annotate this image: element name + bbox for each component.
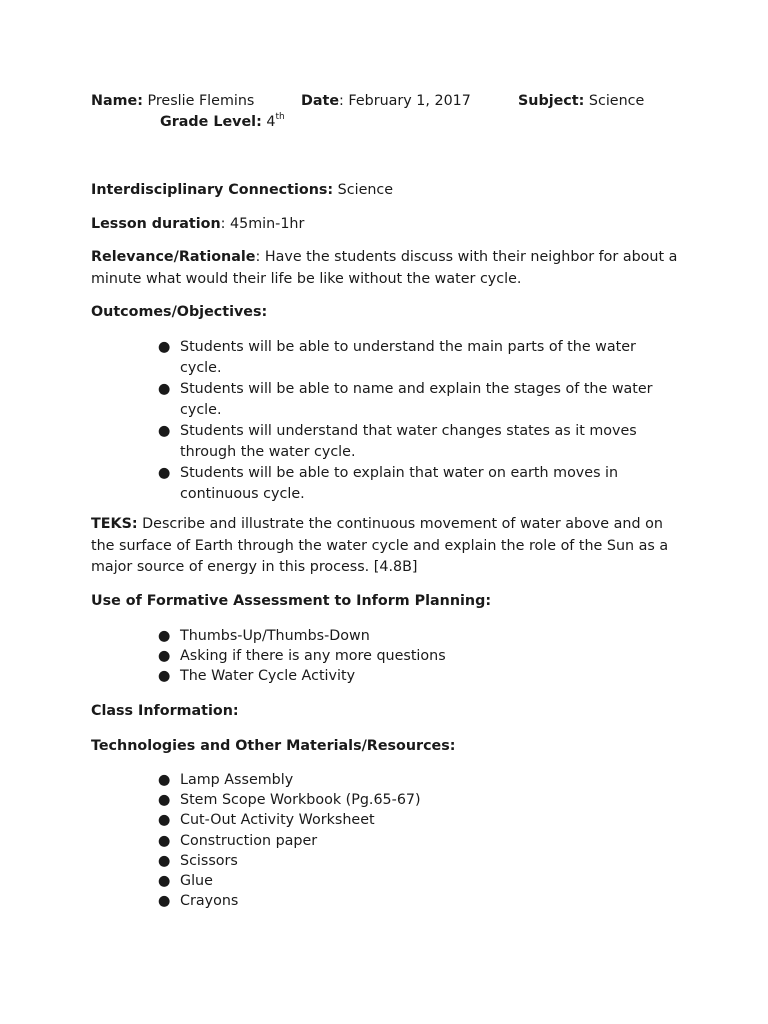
duration-value: : 45min-1hr — [220, 216, 305, 232]
interdisciplinary-value: Science — [337, 182, 394, 198]
bullet-icon: ● — [158, 628, 171, 644]
formative-list — [91, 626, 681, 687]
subject-value: Science — [588, 93, 645, 109]
materials-list — [91, 770, 681, 911]
date-label: Date — [301, 93, 340, 109]
list-item: ● Glue — [91, 871, 681, 891]
materials-heading: Technologies and Other Materials/Resources: — [91, 738, 456, 754]
formative-heading: Use of Formative Assessment to Inform Planning: — [91, 593, 492, 609]
subject-label: Subject: — [518, 93, 585, 109]
list-item: ● Thumbs-Up/Thumbs-Down — [91, 626, 681, 646]
grade-label: Grade Level: — [160, 114, 262, 130]
bullet-icon: ● — [158, 792, 171, 809]
list-item: ● Lamp Assembly — [91, 770, 681, 790]
header-row — [91, 93, 731, 113]
bullet-icon: ● — [158, 381, 171, 397]
list-item: ● The Water Cycle Activity — [91, 666, 681, 686]
lesson-duration — [91, 214, 681, 236]
name-label: Name: — [91, 93, 143, 109]
teks-value: Describe and illustrate the continuous movement of water above and on the surface of Earth through the water cycle and explain the role of the Sun as a major source of energy in this process. [4.8B] — [91, 516, 669, 575]
objectives-heading: Outcomes/Objectives: — [91, 304, 268, 320]
bullet-icon: ● — [158, 668, 171, 685]
list-item: ● Cut-Out Activity Worksheet — [91, 810, 681, 830]
class-information-heading: Class Information: — [91, 703, 239, 719]
bullet-icon: ● — [158, 852, 171, 869]
bullet-icon: ● — [158, 423, 171, 439]
list-item: ● Stem Scope Workbook (Pg.65-67) — [91, 790, 681, 810]
teks-label: TEKS: — [91, 516, 138, 532]
list-item: ● Scissors — [91, 851, 681, 871]
list-item: ● Crayons — [91, 891, 681, 911]
list-item: ● Students will understand that water changes states as it moves through the water cycle. — [158, 423, 637, 460]
bullet-icon: ● — [158, 812, 171, 829]
bullet-icon: ● — [158, 772, 171, 788]
bullet-icon: ● — [158, 873, 171, 890]
list-item: ● Students will be able to name and explain the stages of the water cycle. — [158, 381, 653, 418]
objectives-list — [91, 337, 681, 505]
date-value: : February 1, 2017 — [339, 93, 471, 109]
duration-label: Lesson duration — [91, 216, 221, 232]
list-item: ● Asking if there is any more questions — [91, 646, 681, 666]
relevance-rationale — [91, 247, 681, 290]
name-value: Preslie Flemins — [147, 93, 255, 109]
bullet-icon: ● — [158, 465, 171, 481]
bullet-icon: ● — [158, 339, 171, 355]
bullet-icon: ● — [158, 893, 171, 910]
bullet-icon: ● — [158, 832, 171, 849]
subject-field — [518, 93, 644, 109]
date-field — [301, 93, 471, 109]
list-item: ● Students will be able to explain that water on earth moves in continuous cycle. — [158, 465, 619, 502]
list-item: ● Construction paper — [91, 831, 681, 851]
interdisciplinary-label: Interdisciplinary Connections: — [91, 182, 334, 198]
bullet-icon: ● — [158, 648, 171, 665]
name-field — [91, 93, 254, 109]
grade-field — [160, 114, 285, 130]
relevance-label: Relevance/Rationale — [91, 249, 256, 265]
teks — [91, 514, 681, 579]
grade-value: 4 — [266, 114, 276, 130]
grade-suffix: th — [275, 112, 285, 122]
interdisciplinary-connections — [91, 180, 681, 202]
relevance-value: : Have the students discuss with their neighbor for about a minute what would their life be like without the water cycle. — [91, 249, 678, 287]
list-item: ● Students will be able to understand the main parts of the water cycle. — [158, 339, 636, 376]
